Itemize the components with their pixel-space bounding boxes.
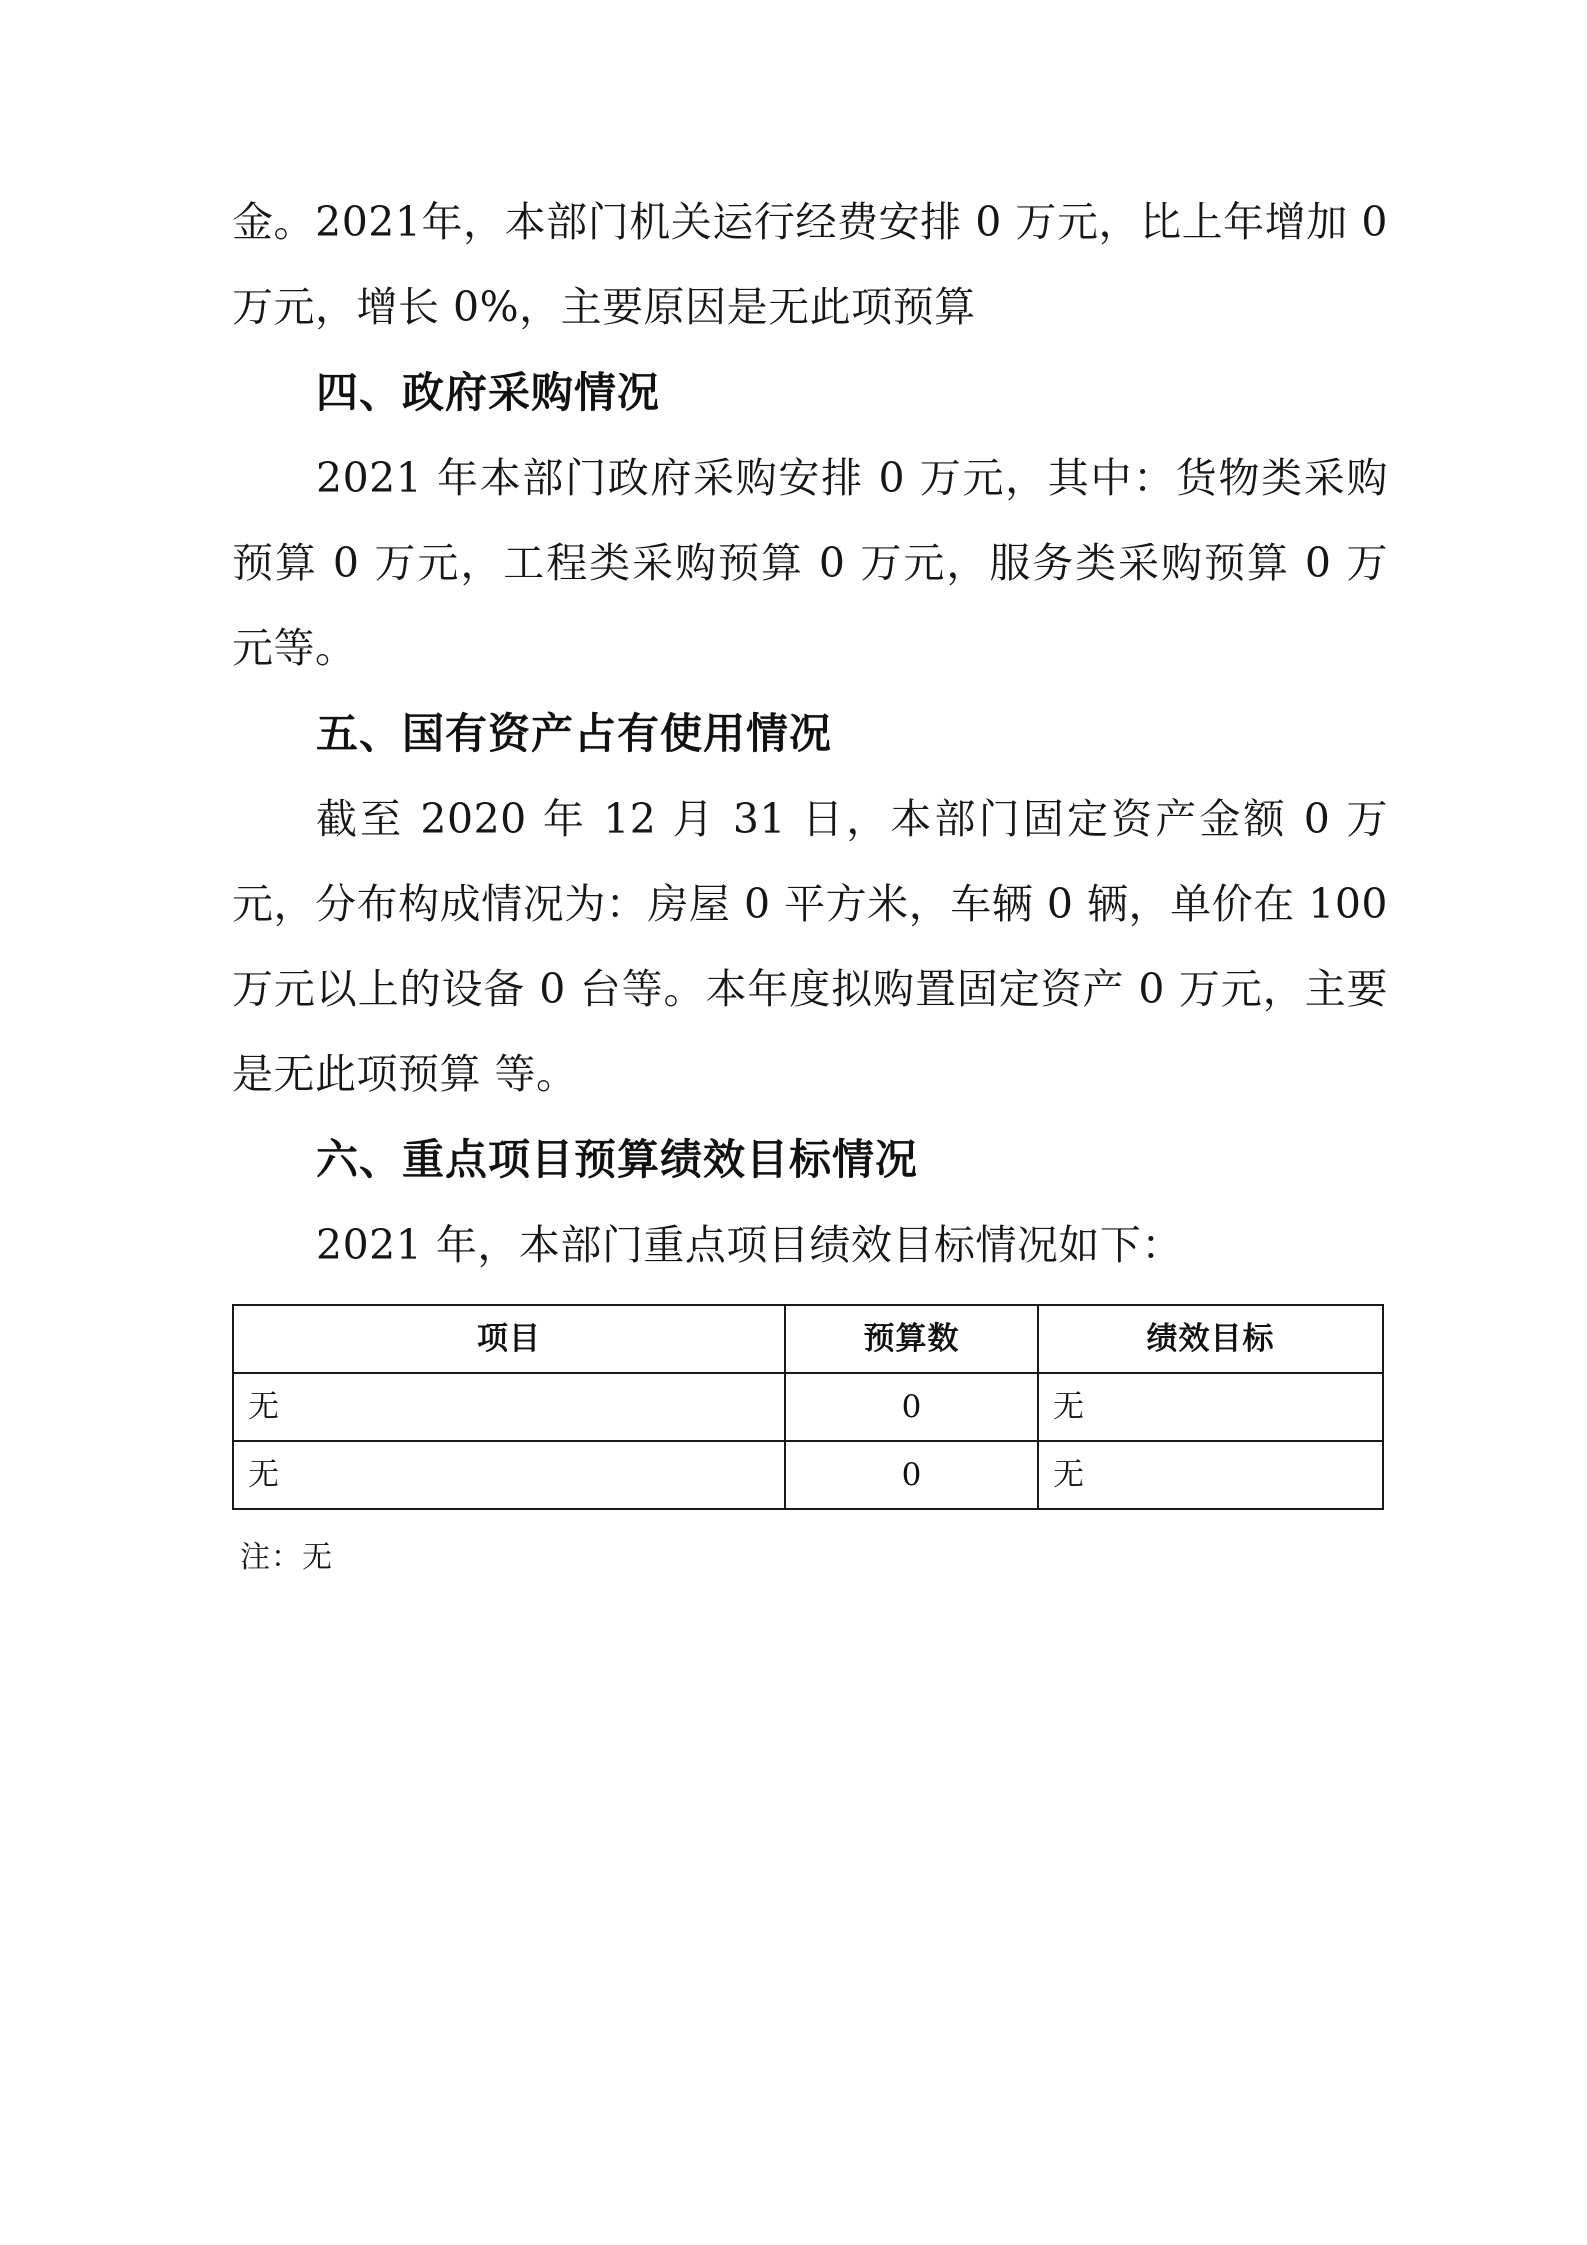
cell-goal: 无	[1038, 1373, 1383, 1441]
table-row	[233, 1441, 1383, 1509]
page-content	[232, 180, 1388, 1580]
table-header-goal: 绩效目标	[1038, 1305, 1383, 1373]
table-note: 注：无	[240, 1540, 333, 1575]
table-row	[233, 1373, 1383, 1441]
cell-item: 无	[233, 1373, 785, 1441]
heading-section-four: 四、政府采购情况	[316, 368, 661, 417]
paragraph-performance-intro: 2021 年，本部门重点项目绩效目标情况如下：	[316, 1221, 1183, 1269]
cell-goal: 无	[1038, 1441, 1383, 1509]
cell-item: 无	[233, 1441, 785, 1509]
paragraph-operating-expense: 金。2021年，本部门机关运行经费安排 0 万元，比上年增加 0 万元，增长 0%，主要原因是无此项预算	[232, 198, 1388, 331]
cell-budget: 0	[785, 1441, 1038, 1509]
cell-budget: 0	[785, 1373, 1038, 1441]
performance-target-table	[232, 1304, 1384, 1510]
table-header-row	[233, 1305, 1383, 1373]
heading-section-six: 六、重点项目预算绩效目标情况	[316, 1135, 919, 1184]
table-header-item: 项目	[233, 1305, 785, 1373]
paragraph-government-procurement: 2021 年本部门政府采购安排 0 万元，其中：货物类采购预算 0 万元，工程类采购预算 0 万元，服务类采购预算 0 万元等。	[232, 454, 1388, 672]
table-header-budget: 预算数	[785, 1305, 1038, 1373]
table-body	[233, 1373, 1383, 1509]
table-header	[233, 1305, 1383, 1373]
heading-section-five: 五、国有资产占有使用情况	[316, 709, 833, 758]
paragraph-state-assets: 截至 2020 年 12 月 31 日，本部门固定资产金额 0 万元，分布构成情况为：房屋 0 平方米，车辆 0 辆，单价在 100 万元以上的设备 0 台等。本年度拟购置固定资产 0 万元，主要是无此项预算 等。	[232, 795, 1388, 1098]
